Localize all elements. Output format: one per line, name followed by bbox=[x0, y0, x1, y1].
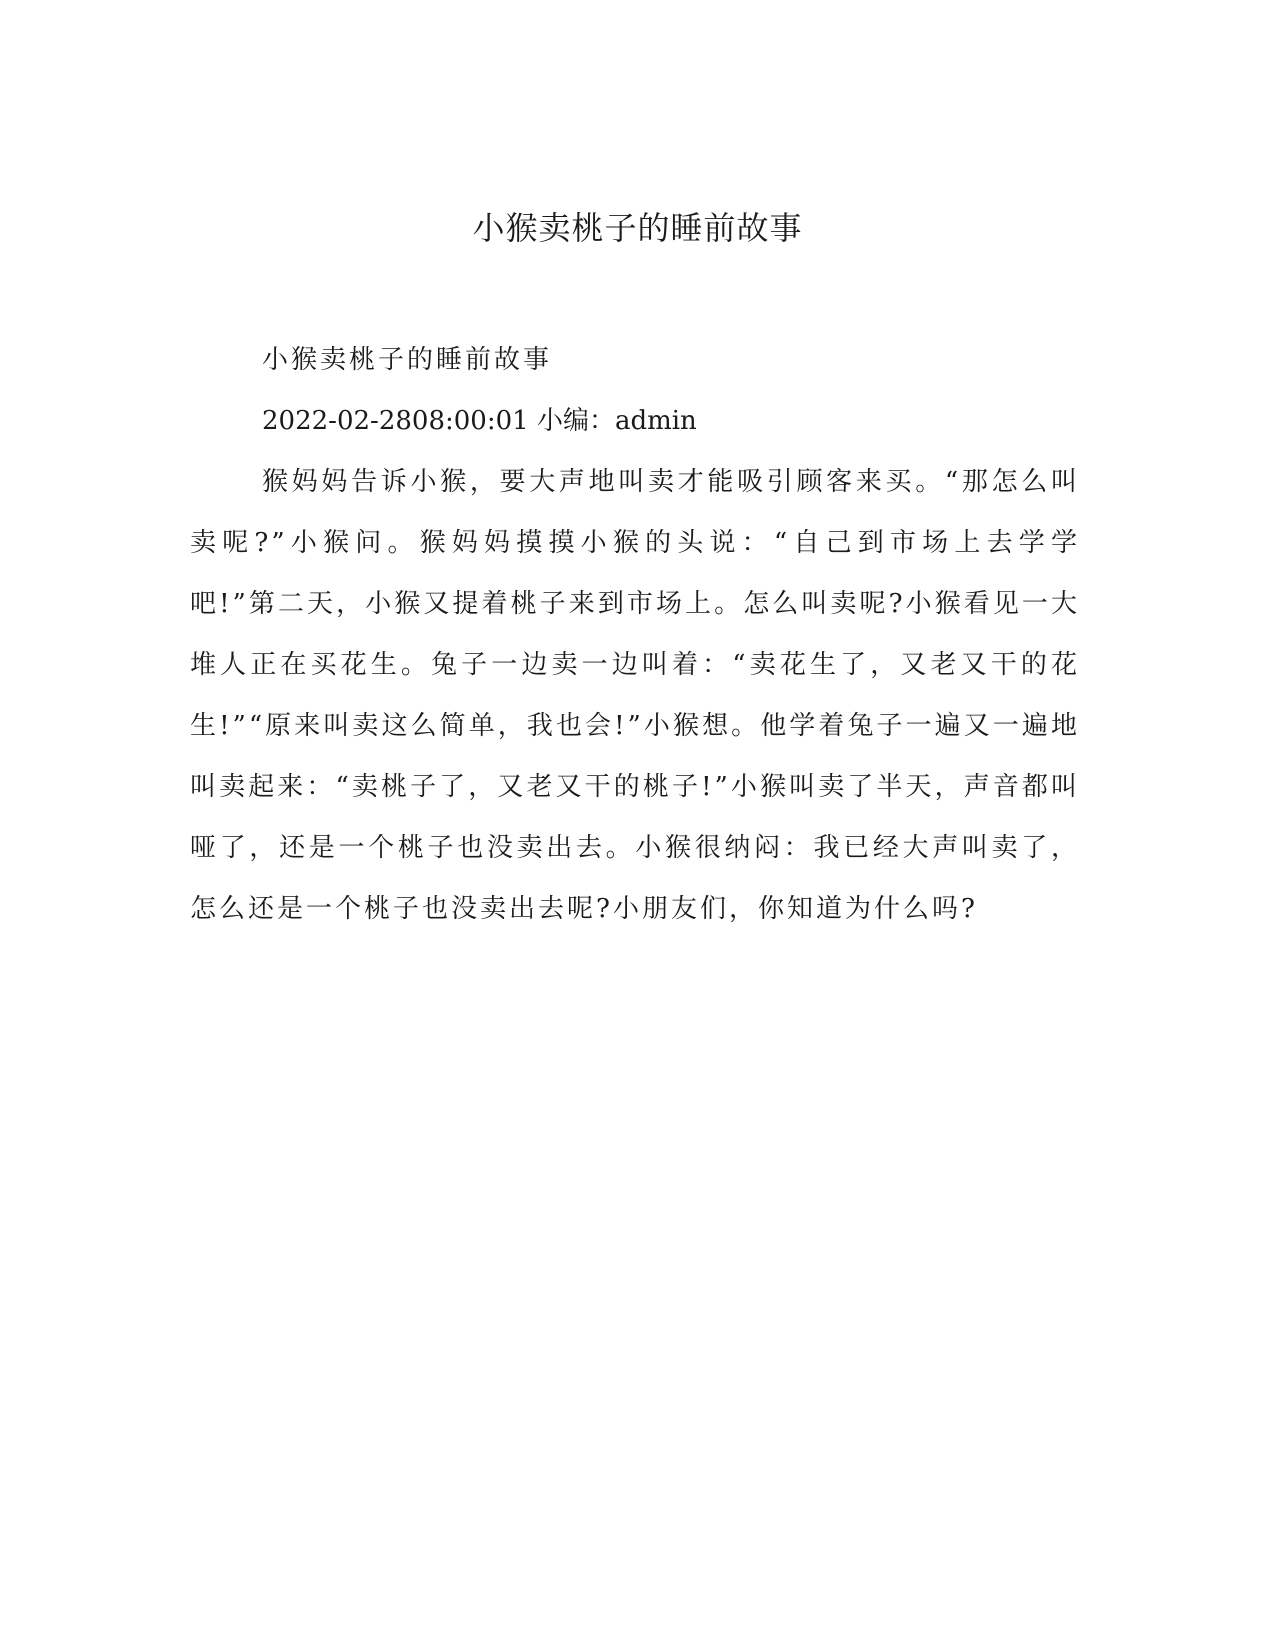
document-content bbox=[190, 330, 1080, 940]
article-meta: 2022-02-2808:00:01 小编：admin bbox=[262, 406, 697, 436]
article-body: 猴妈妈告诉小猴，要大声地叫卖才能吸引顾客来买。“那怎么叫卖呢?”小猴问。猴妈妈摸摸小猴的头说：“自己到市场上去学学吧!”第二天，小猴又提着桃子来到市场上。怎么叫卖呢?小猴看见一大堆人正在买花生。兔子一边卖一边叫着：“卖花生了，又老又干的花生!”“原来叫卖这么简单，我也会!”小猴想。他学着兔子一遍又一遍地叫卖起来：“卖桃子了，又老又干的桃子!”小猴叫卖了半天，声音都叫哑了，还是一个桃子也没卖出去。小猴很纳闷：我已经大声叫卖了，怎么还是一个桃子也没卖出去呢?小朋友们，你知道为什么吗? bbox=[190, 467, 1080, 924]
page-title: 小猴卖桃子的睡前故事 bbox=[472, 209, 803, 247]
article-subtitle: 小猴卖桃子的睡前故事 bbox=[262, 345, 553, 375]
